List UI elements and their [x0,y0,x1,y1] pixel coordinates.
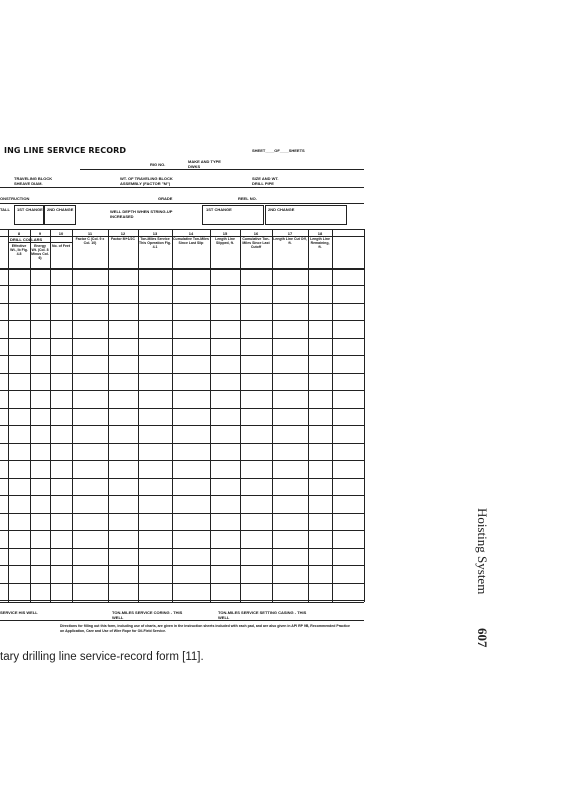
rule [80,169,364,170]
column-header: Factor M+1/2C [110,237,136,241]
column-header: Cumulative Ton-Miles Since Last Slip [173,237,209,245]
column-number: 13 [152,231,158,236]
install-label: TALL [0,207,10,212]
form-footnote: Directions for filling out this form, including use of charts, are given in the instruction sheets included with each pad, and are also given in API RP 9B, Recommended Practice on Application, Care and Use of Wire Rope for Oil-Field Service. [60,624,350,633]
service-this-well-label: SERVICE HIS WELL [0,610,38,615]
table-row [0,495,364,496]
casing-service-label: TON-MILES SERVICE SETTING CASING - THIS WELL [218,610,307,620]
column-header: Cumulative Ton-Miles Since Last Cutoff [242,237,270,249]
table-row [0,303,364,304]
table-row [0,425,364,426]
page-number: 607 [475,627,490,648]
column-number: 12 [120,231,126,236]
wt-traveling-block-label: WT. OF TRAVELING BLOCK ASSEMBLY (FACTOR "M") [120,176,173,186]
table-row [0,373,364,374]
rule [0,620,364,621]
first-change-label: 1ST CHANGE [17,207,43,212]
rule [0,203,364,204]
second-change-label: 2ND CHANGE [47,207,74,212]
drill-collars-label: DRILL COLLARS [10,237,43,242]
second-change-right-label: 2ND CHANGE [268,207,295,212]
running-head-section: Hoisting System [475,508,490,595]
table-row [0,320,364,321]
table-row [0,338,364,339]
table-row [0,565,364,566]
service-record-form [0,140,364,650]
coring-service-label: TON-MILES SERVICE CORING - THIS WELL [112,610,183,620]
table-row [0,513,364,514]
table-row [0,285,364,286]
column-number: 18 [317,231,323,236]
traveling-block-label: TRAVELING BLOCK SHEAVE DIAM. [14,176,53,186]
rig-no-label: RIG NO. [150,162,166,167]
column-number: 11 [87,231,93,236]
column-number: 9 [38,231,42,236]
drill-collars-rule [8,242,72,243]
table-row [0,460,364,461]
column-number: 10 [58,231,64,236]
column-header: Factor C (Col. 9 x Col. 10) [75,237,105,245]
column-divider [364,229,365,602]
form-title: ING LINE SERVICE RECORD [4,146,127,155]
column-number: 17 [287,231,293,236]
table-head-rule [0,268,364,270]
table-bottom-rule [0,602,364,603]
rule [0,187,364,188]
reel-no-label: REEL NO. [238,196,257,201]
table-row [0,548,364,549]
column-header: Length Line Remaining, ft. [310,237,330,249]
table-row [0,443,364,444]
sheet-count-field: SHEET____OF____SHEETS [252,148,305,153]
column-header: Energy Wt. (Col. 8 Minus Col. 6) [31,244,49,260]
column-number: 15 [222,231,228,236]
table-row [0,390,364,391]
make-type-dwks-label: MAKE AND TYPE DWKS [188,159,221,169]
table-row [0,478,364,479]
column-header: Effective Wt., lb Fig. 4.8 [10,244,28,256]
table-row [0,355,364,356]
well-depth-label: WELL DEPTH WHEN STRING-UP INCREASED [110,209,173,219]
construction-label: ONSTRUCTION [0,196,30,201]
drill-pipe-label: SIZE AND WT. DRILL PIPE [252,176,279,186]
table-row [0,530,364,531]
column-header: Length Line Cut Off, ft. [273,237,307,245]
column-number: 14 [188,231,194,236]
column-number: 8 [17,231,21,236]
first-change-right-label: 1ST CHANGE [206,207,232,212]
column-header: No. of Feet [51,244,71,248]
column-header: Ton-Miles Service This Operation Fig. 4.1 [139,237,171,249]
figure-caption: tary drilling line service-record form [11]. [0,651,204,663]
table-row [0,583,364,584]
column-number: 16 [253,231,259,236]
table-top-rule [0,229,364,230]
grade-label: GRADE [158,196,173,201]
table-row [0,600,364,601]
table-row [0,408,364,409]
column-header: Length Line Slipped, ft. [215,237,235,245]
running-head [470,508,490,668]
